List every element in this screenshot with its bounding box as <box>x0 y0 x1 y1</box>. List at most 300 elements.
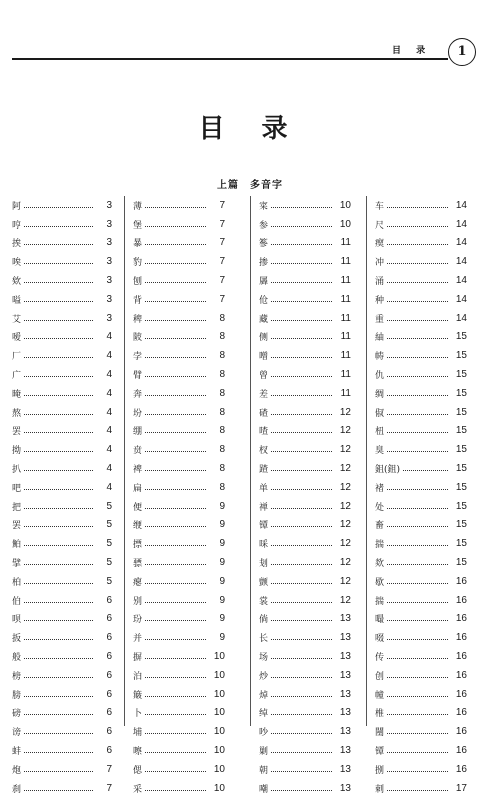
leader-dots <box>24 470 93 471</box>
toc-entry <box>12 252 112 271</box>
toc-entry-page: 7 <box>106 763 112 775</box>
toc-entry <box>367 384 467 403</box>
leader-dots <box>271 338 332 339</box>
toc-entry <box>12 591 112 610</box>
toc-entry-page: 9 <box>219 519 225 531</box>
toc-entry <box>251 215 351 234</box>
toc-entry-page: 4 <box>106 406 112 418</box>
leader-dots <box>387 752 448 753</box>
leader-dots <box>145 244 206 245</box>
leader-dots <box>24 244 93 245</box>
toc-entry-term: 坋 <box>133 408 143 419</box>
toc-entry-term: 揣 <box>375 540 385 551</box>
leader-dots <box>387 658 448 659</box>
toc-entry-page: 5 <box>106 519 112 531</box>
toc-entry <box>367 403 467 422</box>
toc-entry <box>367 422 467 441</box>
toc-entry-page: 13 <box>339 726 351 738</box>
toc-entry-term: 薄 <box>133 201 143 212</box>
toc-entry <box>251 685 351 704</box>
leader-dots <box>24 432 93 433</box>
toc-entry-page: 5 <box>106 538 112 550</box>
toc-entry-page: 16 <box>455 669 467 681</box>
toc-entry-page: 7 <box>219 256 225 268</box>
toc-entry-term: 泊 <box>133 671 143 682</box>
toc-entry <box>367 666 467 685</box>
toc-entry-page: 13 <box>339 782 351 794</box>
toc-entry-page: 5 <box>106 500 112 512</box>
toc-entry <box>12 384 112 403</box>
toc-entry <box>12 497 112 516</box>
toc-entry <box>12 741 112 760</box>
toc-entry <box>251 516 351 535</box>
leader-dots <box>145 338 206 339</box>
toc-entry-term: 焯 <box>259 690 269 701</box>
leader-dots <box>271 470 332 471</box>
toc-entry <box>251 290 351 309</box>
toc-entry-page: 11 <box>340 237 351 249</box>
toc-entry-page: 12 <box>339 575 351 587</box>
toc-entry-page: 11 <box>340 331 351 343</box>
toc-entry-page: 3 <box>106 218 112 230</box>
toc-entry-page: 9 <box>219 632 225 644</box>
leader-dots <box>271 696 332 697</box>
toc-entry <box>251 591 351 610</box>
toc-entry-page: 6 <box>106 669 112 681</box>
toc-entry-term: 贲 <box>133 446 143 457</box>
toc-entry-term: 挨 <box>12 239 22 250</box>
leader-dots <box>271 282 332 283</box>
leader-dots <box>387 564 448 565</box>
toc-entry-term: 晻 <box>12 389 22 400</box>
leader-dots <box>271 583 332 584</box>
leader-dots <box>387 451 448 452</box>
toc-entry-term: 呗 <box>12 615 22 626</box>
leader-dots <box>24 357 93 358</box>
toc-entry-page: 13 <box>339 745 351 756</box>
leader-dots <box>24 263 93 264</box>
toc-entry-term: 捌 <box>375 765 385 776</box>
toc-entry <box>251 610 351 629</box>
leader-dots <box>145 696 206 697</box>
toc-entry-term: 嗌 <box>12 295 22 306</box>
toc-entry-term: 剿 <box>259 747 269 757</box>
toc-entry-page: 11 <box>340 369 351 381</box>
toc-entry <box>367 534 467 553</box>
toc-entry <box>12 422 112 441</box>
toc-entry-page: 13 <box>339 651 351 663</box>
leader-dots <box>271 658 332 659</box>
toc-entry-page: 12 <box>339 557 351 569</box>
toc-entry <box>367 779 467 798</box>
toc-entry <box>12 516 112 535</box>
leader-dots <box>145 583 206 584</box>
toc-entry-term: 传 <box>375 653 385 664</box>
toc-entry <box>251 346 351 365</box>
toc-entry-term: 场 <box>259 653 269 664</box>
leader-dots <box>387 301 448 302</box>
toc-entry-page: 10 <box>339 199 351 211</box>
leader-dots <box>387 282 448 283</box>
toc-entry <box>12 440 112 459</box>
toc-entry-term: 磅 <box>12 709 22 720</box>
toc-entry-page: 13 <box>339 632 351 644</box>
toc-entry <box>251 553 351 572</box>
toc-entry-term: 镡 <box>375 747 385 757</box>
toc-entry-term: 般 <box>12 653 22 664</box>
toc-entry-page: 3 <box>106 275 112 287</box>
leader-dots <box>271 226 332 227</box>
toc-entry <box>251 572 351 591</box>
toc-entry <box>125 610 225 629</box>
toc-entry-term: 禅 <box>259 502 269 513</box>
toc-entry <box>12 478 112 497</box>
toc-entry <box>367 346 467 365</box>
toc-entry <box>367 628 467 647</box>
toc-entry-term: 拗 <box>12 446 22 457</box>
toc-entry <box>125 760 225 779</box>
toc-entry-term: 蚌 <box>12 747 22 757</box>
toc-entry <box>125 271 225 290</box>
toc-entry-page: 7 <box>219 293 225 305</box>
leader-dots <box>24 696 93 697</box>
toc-entry <box>367 440 467 459</box>
toc-entry-term: 鉏(鉏) <box>375 465 401 476</box>
leader-dots <box>24 395 93 396</box>
toc-entry-term: 榜 <box>12 671 22 682</box>
leader-dots <box>403 470 448 471</box>
leader-dots <box>145 564 206 565</box>
toc-entry-page: 15 <box>455 425 467 437</box>
toc-entry <box>125 722 225 741</box>
toc-entry-page: 12 <box>339 463 351 475</box>
toc-entry-term: 熬 <box>12 408 22 419</box>
toc-entry-term: 俶 <box>375 408 385 419</box>
leader-dots <box>387 545 448 546</box>
toc-entry-page: 9 <box>219 500 225 512</box>
leader-dots <box>145 357 206 358</box>
toc-entry-page: 16 <box>455 575 467 587</box>
toc-entry-term: 瘪 <box>133 577 143 588</box>
toc-entry-term: 倘 <box>259 615 269 626</box>
toc-entry <box>367 685 467 704</box>
leader-dots <box>271 677 332 678</box>
toc-entry-page: 8 <box>219 406 225 418</box>
toc-entry-page: 5 <box>106 557 112 569</box>
toc-entry-page: 6 <box>106 632 112 644</box>
toc-entry <box>251 422 351 441</box>
toc-entry-term: 刬 <box>259 559 269 570</box>
toc-entry <box>12 534 112 553</box>
leader-dots <box>24 620 93 621</box>
leader-dots <box>24 338 93 339</box>
toc-entry <box>367 196 467 215</box>
leader-dots <box>145 677 206 678</box>
toc-entry-term: 孛 <box>133 352 143 363</box>
leader-dots <box>271 432 332 433</box>
toc-entry-page: 12 <box>339 425 351 437</box>
leader-dots <box>145 790 206 791</box>
toc-entry <box>251 779 351 798</box>
leader-dots <box>24 790 93 791</box>
toc-entry <box>12 271 112 290</box>
toc-entry <box>367 704 467 723</box>
toc-entry-page: 13 <box>339 613 351 625</box>
toc-entry-page: 12 <box>339 519 351 531</box>
leader-dots <box>271 714 332 715</box>
toc-entry-page: 11 <box>340 312 351 324</box>
toc-entry <box>251 328 351 347</box>
toc-entry-page: 8 <box>219 350 225 362</box>
toc-entry-term: 扳 <box>12 634 22 645</box>
leader-dots <box>145 395 206 396</box>
toc-entry-term: 罢 <box>12 521 22 532</box>
leader-dots <box>387 207 448 208</box>
leader-dots <box>24 752 93 753</box>
toc-entry-page: 10 <box>213 707 225 719</box>
section-title: 上篇 多音字 <box>217 180 283 191</box>
leader-dots <box>24 771 93 772</box>
toc-entry-term: 裳 <box>259 596 269 607</box>
toc-entry <box>12 553 112 572</box>
toc-entry <box>125 290 225 309</box>
toc-entry-page: 4 <box>106 387 112 399</box>
toc-entry-page: 6 <box>106 613 112 625</box>
toc-entry-page: 7 <box>219 275 225 287</box>
toc-entry <box>251 760 351 779</box>
toc-entry-term: 炒 <box>259 671 269 682</box>
toc-entry <box>12 572 112 591</box>
toc-entry-term: 炮 <box>12 765 22 776</box>
toc-entry <box>125 478 225 497</box>
toc-entry <box>125 704 225 723</box>
toc-entry-page: 11 <box>340 256 351 268</box>
toc-entry-term: 缏 <box>133 521 143 532</box>
toc-entry <box>367 328 467 347</box>
toc-entry-page: 16 <box>455 613 467 625</box>
leader-dots <box>271 526 332 527</box>
leader-dots <box>145 489 206 490</box>
toc-entry <box>251 704 351 723</box>
toc-entry-page: 9 <box>219 594 225 606</box>
toc-entry-term: 藏 <box>259 314 269 325</box>
leader-dots <box>271 508 332 509</box>
header-rule <box>12 58 448 60</box>
toc-entry-term: 玢 <box>133 615 143 626</box>
leader-dots <box>387 244 448 245</box>
toc-entry-page: 8 <box>219 481 225 493</box>
toc-entry-page: 11 <box>340 350 351 362</box>
toc-entry-term: 谤 <box>12 728 22 739</box>
toc-entry-page: 10 <box>339 218 351 230</box>
leader-dots <box>387 320 448 321</box>
toc-entry <box>12 685 112 704</box>
toc-entry-page: 3 <box>106 199 112 211</box>
page-number-badge: 1 <box>448 38 476 66</box>
toc-entry <box>125 534 225 553</box>
toc-entry-term: 单 <box>259 483 269 494</box>
toc-entry-page: 8 <box>219 463 225 475</box>
toc-entry-term: 裨 <box>133 465 143 476</box>
toc-entry-term: 闉 <box>375 728 385 739</box>
toc-entry <box>251 252 351 271</box>
leader-dots <box>24 451 93 452</box>
toc-entry-term: 掺 <box>259 258 269 269</box>
leader-dots <box>271 790 332 791</box>
toc-entry-term: 绸 <box>375 389 385 400</box>
toc-entry-term: 豹 <box>133 258 143 269</box>
leader-dots <box>145 207 206 208</box>
toc-entry-page: 4 <box>106 350 112 362</box>
toc-entry-term: 扁 <box>133 483 143 494</box>
toc-entry-term: 罢 <box>12 427 22 438</box>
toc-entry-page: 12 <box>339 444 351 456</box>
leader-dots <box>145 639 206 640</box>
leader-dots <box>24 658 93 659</box>
toc-entry <box>125 422 225 441</box>
toc-entry <box>12 290 112 309</box>
leader-dots <box>271 639 332 640</box>
toc-entry <box>251 628 351 647</box>
leader-dots <box>145 263 206 264</box>
toc-entry <box>125 647 225 666</box>
toc-entry <box>125 309 225 328</box>
leader-dots <box>271 733 332 734</box>
toc-entry-page: 14 <box>455 275 467 287</box>
toc-entry-term: 侧 <box>259 333 269 344</box>
leader-dots <box>271 752 332 753</box>
toc-entry-term: 紬 <box>375 333 385 344</box>
leader-dots <box>271 620 332 621</box>
leader-dots <box>387 733 448 734</box>
toc-entry-page: 9 <box>219 538 225 550</box>
toc-entry-page: 15 <box>455 481 467 493</box>
toc-entry <box>125 215 225 234</box>
toc-entry-page: 15 <box>455 331 467 343</box>
toc-entry <box>12 196 112 215</box>
toc-entry <box>12 365 112 384</box>
toc-entry <box>251 722 351 741</box>
toc-entry-term: 刹 <box>12 784 22 795</box>
toc-entry-page: 16 <box>455 651 467 663</box>
toc-column-1 <box>12 196 112 795</box>
toc-entry <box>251 271 351 290</box>
toc-entry-page: 16 <box>455 745 467 756</box>
toc-entry <box>251 403 351 422</box>
toc-entry <box>12 760 112 779</box>
leader-dots <box>145 432 206 433</box>
toc-entry-page: 4 <box>106 369 112 381</box>
toc-entry-term: 杻 <box>375 427 385 438</box>
leader-dots <box>387 771 448 772</box>
leader-dots <box>24 207 93 208</box>
leader-dots <box>24 282 93 283</box>
toc-entry <box>367 365 467 384</box>
toc-entry <box>12 346 112 365</box>
leader-dots <box>24 526 93 527</box>
toc-entry-term: 帱 <box>375 352 385 363</box>
toc-entry-term: 寀 <box>259 201 269 212</box>
toc-entry-page: 14 <box>455 312 467 324</box>
toc-entry-page: 10 <box>213 745 225 756</box>
toc-entry-term: 杈 <box>259 446 269 457</box>
toc-entry-term: 卜 <box>133 709 143 720</box>
toc-entry-page: 7 <box>219 218 225 230</box>
leader-dots <box>24 583 93 584</box>
toc-entry <box>125 591 225 610</box>
leader-dots <box>271 301 332 302</box>
toc-entry-page: 15 <box>455 350 467 362</box>
toc-entry-page: 14 <box>455 218 467 230</box>
toc-entry-term: 创 <box>375 671 385 682</box>
toc-entry-page: 11 <box>340 275 351 287</box>
toc-entry <box>251 741 351 760</box>
toc-entry-page: 8 <box>219 387 225 399</box>
toc-entry-term: 揣 <box>375 596 385 607</box>
toc-entry <box>125 346 225 365</box>
toc-entry-term: 柏 <box>12 577 22 588</box>
leader-dots <box>24 602 93 603</box>
toc-entry <box>125 685 225 704</box>
toc-entry-term: 采 <box>133 784 143 795</box>
page-title: 目 录 <box>198 114 302 144</box>
toc-entry-page: 12 <box>339 481 351 493</box>
toc-entry-page: 9 <box>219 575 225 587</box>
leader-dots <box>145 620 206 621</box>
toc-entry <box>367 497 467 516</box>
toc-entry-term: 伯 <box>12 596 22 607</box>
toc-entry-page: 15 <box>455 369 467 381</box>
toc-entry-page: 6 <box>106 594 112 606</box>
toc-entry <box>367 591 467 610</box>
toc-entry <box>367 760 467 779</box>
leader-dots <box>271 395 332 396</box>
toc-entry-term: 吵 <box>259 728 269 739</box>
leader-dots <box>387 526 448 527</box>
toc-entry <box>251 478 351 497</box>
toc-entry-term: 镡 <box>259 521 269 532</box>
leader-dots <box>145 771 206 772</box>
toc-entry-term: 艾 <box>12 314 22 325</box>
toc-entry-page: 13 <box>339 688 351 700</box>
toc-entry <box>367 741 467 760</box>
toc-entry-term: 堡 <box>133 220 143 231</box>
toc-entry-page: 13 <box>339 707 351 719</box>
leader-dots <box>145 508 206 509</box>
toc-entry-term: 骠 <box>133 559 143 570</box>
toc-entry-page: 16 <box>455 763 467 775</box>
toc-entry-term: 差 <box>259 389 269 400</box>
toc-entry-page: 6 <box>106 651 112 663</box>
toc-entry-page: 8 <box>219 312 225 324</box>
toc-entry-page: 8 <box>219 369 225 381</box>
toc-entry-term: 冲 <box>375 258 385 269</box>
toc-entry-page: 16 <box>455 688 467 700</box>
leader-dots <box>387 602 448 603</box>
toc-entry <box>12 234 112 253</box>
toc-entry-page: 15 <box>455 463 467 475</box>
toc-entry <box>251 534 351 553</box>
leader-dots <box>24 508 93 509</box>
toc-entry-term: 嘲 <box>259 784 269 795</box>
toc-entry-page: 12 <box>339 500 351 512</box>
toc-entry-page: 14 <box>455 293 467 305</box>
toc-entry-term: 吧 <box>12 483 22 494</box>
toc-entry <box>367 459 467 478</box>
toc-entry <box>12 328 112 347</box>
leader-dots <box>387 263 448 264</box>
toc-entry <box>125 779 225 798</box>
